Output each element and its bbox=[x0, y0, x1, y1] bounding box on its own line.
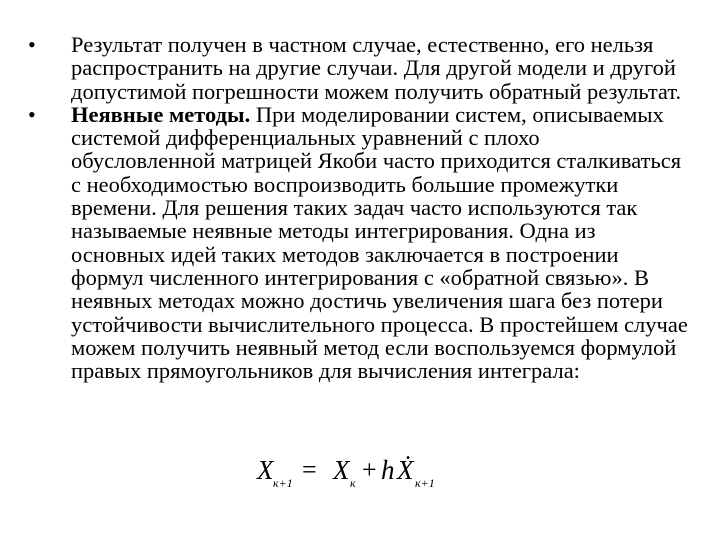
formula bbox=[257, 455, 457, 495]
formula-equals: = bbox=[302, 455, 317, 484]
bullet-text: При моделировании систем, описываемых системой дифференциальных уравнений с плохо обусловленной матрицей Якоби часто приходится сталкиваться с необходимостью воспроизводить большие промежутки времени. Для решения таких задач часто используются так называемые неявные методы интегрирования. Одна из основных идей таких методов заключается в построении формул численного интегрирования с «обратной связью». В неявных методах можно достичь увеличения шага без потери устойчивости вычислительного процесса. В простейшем случае можем получить неявный метод если воспользуемся формулой правых прямоугольников для вычисления интеграла: bbox=[71, 101, 688, 384]
bullet-item-result bbox=[28, 33, 688, 103]
formula-rhs2-var: Ẋ bbox=[397, 455, 414, 485]
formula-h: h bbox=[381, 455, 395, 485]
formula-rhs1-var: X bbox=[333, 455, 350, 485]
bullet-item-implicit-methods bbox=[28, 103, 688, 383]
bullet-text: Результат получен в частном случае, естественно, его нельзя распространить на другие случаи. Для другой модели и другой допустимой погрешности можем получить обратный результат. bbox=[71, 32, 682, 104]
bullet-icon: • bbox=[28, 101, 36, 127]
formula-rhs1-sub: к bbox=[350, 476, 356, 490]
formula-lhs-sub: к+1 bbox=[273, 476, 293, 490]
formula-plus: + bbox=[362, 455, 377, 484]
bullet-icon: • bbox=[28, 32, 36, 57]
formula-lhs-var: X bbox=[257, 455, 274, 485]
formula-rhs2-sub: к+1 bbox=[415, 476, 435, 490]
bullet-list bbox=[28, 33, 688, 382]
bullet-heading: Неявные методы. bbox=[71, 101, 251, 127]
